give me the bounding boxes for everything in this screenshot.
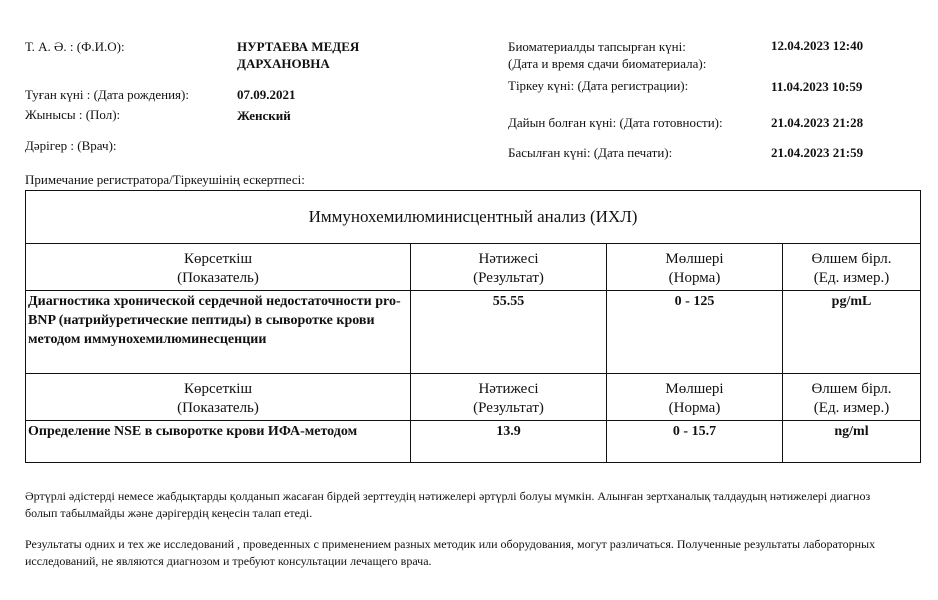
header-norm-kz: Мөлшері xyxy=(665,381,724,397)
biomaterial-label-line1: Биоматериалды тапсырған күні: xyxy=(508,39,686,54)
patient-name-line2: ДАРХАНОВНА xyxy=(237,56,330,71)
print-date-label: Басылған күні: (Дата печати): xyxy=(508,145,673,160)
header-unit xyxy=(783,244,920,290)
birth-date-value: 07.09.2021 xyxy=(237,87,296,102)
row-norm: 0 - 15.7 xyxy=(607,421,783,462)
header-norm-ru: (Норма) xyxy=(668,400,721,416)
row-unit: pg/mL xyxy=(831,294,872,309)
row-unit: ng/ml xyxy=(834,424,869,439)
disclaimer-kz: Әртүрлі әдістерді немесе жабдықтарды қолданып жасаған бірдей зерттеудің нәтижелері әртүрлі болуы мүмкін. Алынған зертханалық талдаудың нәтижелері диагноз болып табылмайды және дәрігердің кеңесін талап етеді. xyxy=(25,489,871,520)
header-result-kz: Нәтижесі xyxy=(478,381,539,397)
patient-name-line1: НУРТАЕВА МЕДЕЯ xyxy=(237,39,360,54)
header-result-ru: (Результат) xyxy=(473,270,544,286)
ready-date-label: Дайын болған күні: (Дата готовности): xyxy=(508,115,723,130)
birth-date-label: Туған күні : (Дата рождения): xyxy=(25,87,189,102)
row-result: 13.9 xyxy=(411,421,607,462)
header-indicator-kz: Көрсеткіш xyxy=(183,381,253,397)
header-result-ru: (Результат) xyxy=(473,400,544,416)
header-indicator-ru: (Показатель) xyxy=(177,270,259,286)
disclaimer-ru: Результаты одних и тех же исследований , проведенных с применением разных методик или оборудования, могут различаться. Полученные результаты лабораторных исследований, не являются диагнозом и требуют консультации лечащего врача. xyxy=(25,537,876,568)
doctor-label: Дәрігер : (Врач): xyxy=(25,138,117,153)
header-unit-kz: Өлшем бірл. xyxy=(811,251,892,267)
table-header-row xyxy=(26,244,920,291)
row-test-name: Диагностика хронической сердечной недостаточности pro-BNP (натрийуретические пептиды) в сыворотке крови методом иммунохемилюминесценции xyxy=(26,291,411,373)
header-unit xyxy=(783,374,920,420)
row-norm: 0 - 125 xyxy=(607,291,783,373)
biomaterial-label-line2: (Дата и время сдачи биоматериала): xyxy=(508,56,707,71)
header-unit-ru: (Ед. измер.) xyxy=(813,270,890,286)
header-result-kz: Нәтижесі xyxy=(478,251,539,267)
header-indicator-kz: Көрсеткіш xyxy=(183,251,253,267)
header-unit-kz: Өлшем бірл. xyxy=(811,381,892,397)
ready-date-value: 21.04.2023 21:28 xyxy=(771,115,864,130)
patient-name-label: Т. А. Ә. : (Ф.И.О): xyxy=(25,39,125,54)
row-result: 55.55 xyxy=(411,291,607,373)
header-norm xyxy=(607,374,783,420)
biomaterial-date-value: 12.04.2023 12:40 xyxy=(771,38,864,53)
registration-date-label: Тіркеу күні: (Дата регистрации): xyxy=(508,78,689,93)
header-unit-ru: (Ед. измер.) xyxy=(813,400,890,416)
patient-name xyxy=(237,38,359,72)
header-result xyxy=(411,244,607,290)
print-date-value: 21.04.2023 21:59 xyxy=(771,145,864,160)
registrar-note-label: Примечание регистратора/Тіркеушінің ескертпесі: xyxy=(25,172,305,187)
header-norm-kz: Мөлшері xyxy=(665,251,724,267)
header-norm-ru: (Норма) xyxy=(668,270,721,286)
header-indicator-ru: (Показатель) xyxy=(177,400,259,416)
header-indicator xyxy=(26,374,411,420)
table-header-row xyxy=(26,374,920,421)
header-result xyxy=(411,374,607,420)
registration-date-value: 11.04.2023 10:59 xyxy=(771,79,863,94)
sex-label: Жынысы : (Пол): xyxy=(25,107,121,122)
biomaterial-date-label xyxy=(508,38,706,72)
table-row xyxy=(26,421,920,462)
header-indicator xyxy=(26,244,411,290)
header-norm xyxy=(607,244,783,290)
row-test-name: Определение NSE в сыворотке крови ИФА-методом xyxy=(26,421,411,462)
sex-value: Женский xyxy=(237,108,291,123)
table-title: Иммунохемилюминисцентный анализ (ИХЛ) xyxy=(26,191,920,244)
table-row xyxy=(26,291,920,374)
results-table xyxy=(25,190,921,463)
